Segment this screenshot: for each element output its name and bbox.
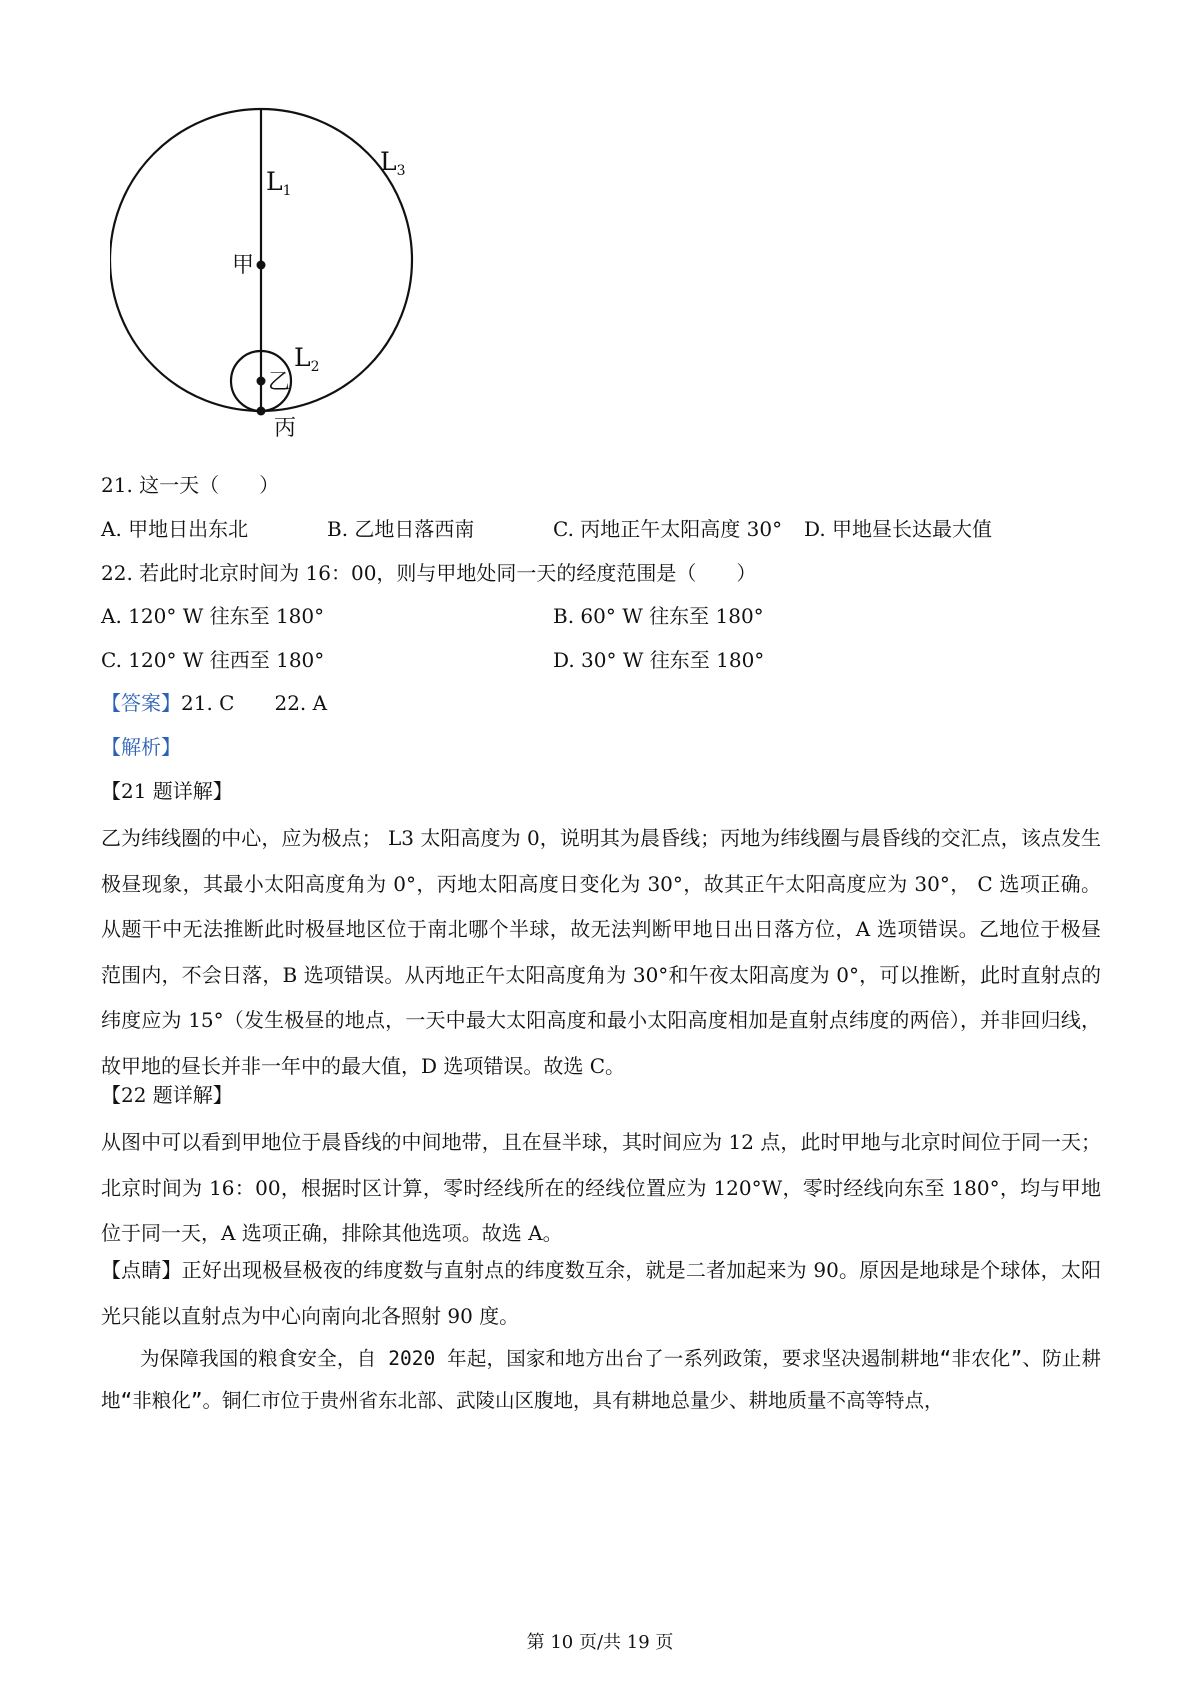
label-L3: $L_3$ [380,147,406,179]
q22-option-b: B. 60° W 往东至 180° [553,604,764,628]
analysis-tag: 【解析】 [101,735,181,759]
tip-tag: 【点睛】 [101,1258,182,1282]
label-bing: 丙 [274,416,297,441]
answer-text: 21. C 22. A [181,691,328,715]
question-22-stem: 22. 若此时北京时间为 16：00，则与甲地处同一天的经度范围是（ ） [101,561,757,585]
detail-21-text: 乙为纬线圈的中心，应为极点； L3 太阳高度为 0，说明其为晨昏线；丙地为纬线圈与晨昏线的交汇点，该点发生极昼现象，其最小太阳高度角为 0°，丙地太阳高度日变化为 30°，故其正午太阳高度应为 30°， C 选项正确。从题干中无法推断此时极昼地区位于南北哪个半球，故无法判断甲地日出日落方位，A 选项错误。乙地位于极昼范围内，不会日落，B 选项错误。从丙地正午太阳高度角为 30°和午夜太阳高度为 0°，可以推断，此时直射点的纬度应为 15°（发生极昼的地点，一天中最大太阳高度和最小太阳高度相加是直射点纬度的两倍），并非回归线，故甲地的昼长并非一年中的最大值，D 选项错误。故选 C。 [101,826,1101,1078]
detail-22-text: 从图中可以看到甲地位于晨昏线的中间地带，且在昼半球，其时间应为 12 点，此时甲地与北京时间位于同一天；北京时间为 16：00，根据时区计算，零时经线所在的经线位置应为 120°W，零时经线向东至 180°，均与甲地位于同一天，A 选项正确，排除其他选项。故选 A。 [101,1130,1101,1245]
polar-illumination-diagram [110,100,430,485]
next-material-paragraph: 为保障我国的粮食安全，自 2020 年起，国家和地方出台了一系列政策，要求坚决遏制耕地“非农化”、防止耕地“非粮化”。铜仁市位于贵州省东北部、武陵山区腹地，具有耕地总量少、耕地质量不高等特点， [101,1347,1101,1412]
tip-text: 正好出现极昼极夜的纬度数与直射点的纬度数互余，就是二者加起来为 90。原因是地球是个球体，太阳光只能以直射点为中心向南向北各照射 90 度。 [101,1258,1101,1328]
tip-paragraph [101,1248,1101,1339]
point-yi [257,377,266,386]
label-L2: $L_2$ [294,343,320,375]
point-jia [257,261,266,270]
answer-tag: 【答案】 [101,691,181,715]
point-bing [257,407,266,416]
label-L1: $L_1$ [266,167,292,199]
detail-21-heading: 【21 题详解】 [101,779,233,803]
answer-line [101,688,1101,718]
detail-22-heading: 【22 题详解】 [101,1083,233,1107]
q21-option-c: C. 丙地正午太阳高度 30° [553,517,783,541]
question-21-stem: 21. 这一天（ ） [101,473,280,497]
label-jia: 甲 [232,253,255,278]
q21-option-a: A. 甲地日出东北 [101,517,249,541]
q22-option-d: D. 30° W 往东至 180° [553,648,765,672]
q22-option-c: C. 120° W 往西至 180° [101,648,325,672]
label-yi: 乙 [268,370,291,395]
q21-option-b: B. 乙地日落西南 [327,517,475,541]
q21-option-d: D. 甲地昼长达最大值 [804,517,993,541]
q22-option-a: A. 120° W 往东至 180° [101,604,325,628]
page-number: 第 10 页/共 19 页 [526,1632,674,1653]
